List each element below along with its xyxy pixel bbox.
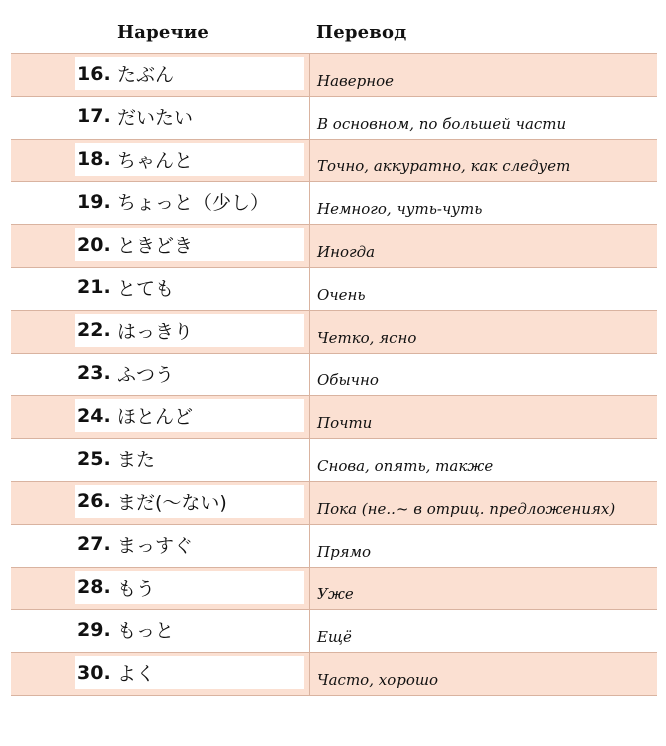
japanese-adverb: はっきり [117, 320, 194, 343]
table-row [11, 140, 657, 183]
table-row [11, 568, 657, 611]
row-number: 17. [77, 105, 111, 128]
adverb-cell [75, 442, 304, 475]
adverb-cell [75, 100, 304, 133]
row-number: 26. [77, 490, 111, 513]
column-divider [309, 525, 310, 567]
row-number: 22. [77, 319, 111, 342]
table-row [11, 439, 657, 482]
row-number: 24. [77, 404, 111, 427]
adverb-cell [75, 399, 304, 432]
vocabulary-table [11, 53, 657, 696]
russian-translation: Ещё [317, 628, 352, 647]
table-row [11, 268, 657, 311]
adverb-cell [75, 185, 304, 218]
russian-translation: Часто, хорошо [317, 670, 439, 689]
table-row [11, 182, 657, 225]
adverb-cell [75, 143, 304, 176]
russian-translation: Почти [317, 414, 373, 433]
row-number: 30. [77, 661, 111, 684]
table-row [11, 525, 657, 568]
column-divider [309, 568, 310, 610]
column-divider [309, 54, 310, 96]
column-divider [309, 439, 310, 481]
table-row [11, 225, 657, 268]
adverb-cell [75, 613, 304, 646]
japanese-adverb: だいたい [117, 106, 194, 129]
column-divider [309, 396, 310, 438]
adverb-cell [75, 485, 304, 518]
japanese-adverb: ちょっと（少し） [117, 192, 270, 215]
japanese-adverb: また [117, 449, 156, 472]
japanese-adverb: もっと [117, 620, 175, 643]
russian-translation: Очень [317, 285, 366, 304]
russian-translation: Прямо [317, 542, 372, 561]
adverb-cell [75, 228, 304, 261]
column-divider [309, 311, 310, 353]
japanese-adverb: ふつう [117, 363, 175, 386]
table-row [11, 97, 657, 140]
table-row [11, 354, 657, 397]
column-divider [309, 97, 310, 139]
russian-translation: В основном, по большей части [317, 114, 567, 133]
adverb-cell [75, 357, 304, 390]
row-number: 23. [77, 362, 111, 385]
russian-translation: Обычно [317, 371, 379, 390]
header-adverb: Наречие [117, 22, 210, 43]
row-number: 16. [77, 62, 111, 85]
row-number: 29. [77, 618, 111, 641]
column-divider [309, 225, 310, 267]
row-number: 19. [77, 190, 111, 213]
russian-translation: Четко, ясно [317, 328, 417, 347]
adverb-cell [75, 656, 304, 689]
header-translation: Перевод [316, 22, 407, 43]
table-row [11, 482, 657, 525]
japanese-adverb: まっすぐ [117, 534, 194, 557]
column-divider [309, 653, 310, 695]
japanese-adverb: もう [117, 577, 156, 600]
adverb-cell [75, 57, 304, 90]
adverb-cell [75, 271, 304, 304]
japanese-adverb: とても [117, 277, 175, 300]
row-number: 28. [77, 576, 111, 599]
adverb-cell [75, 314, 304, 347]
row-number: 18. [77, 148, 111, 171]
japanese-adverb: ときどき [117, 235, 194, 258]
japanese-adverb: まだ(～ない) [117, 491, 227, 514]
adverb-cell [75, 528, 304, 561]
japanese-adverb: たぶん [117, 64, 175, 86]
column-divider [309, 182, 310, 224]
table-row [11, 311, 657, 354]
russian-translation: Пока (не..~ в отриц. предложениях) [317, 499, 616, 518]
table-row [11, 653, 657, 696]
row-number: 21. [77, 276, 111, 299]
russian-translation: Наверное [317, 71, 395, 90]
row-number: 27. [77, 533, 111, 556]
table-row [11, 396, 657, 439]
adverb-cell [75, 571, 304, 604]
column-divider [309, 140, 310, 182]
japanese-adverb: ほとんど [117, 406, 194, 429]
russian-translation: Точно, аккуратно, как следует [317, 157, 571, 176]
russian-translation: Иногда [317, 242, 376, 261]
table-row [11, 610, 657, 653]
japanese-adverb: よく [117, 663, 156, 686]
table-row [11, 54, 657, 97]
russian-translation: Снова, опять, также [317, 456, 494, 475]
row-number: 20. [77, 233, 111, 256]
russian-translation: Немного, чуть-чуть [317, 200, 483, 219]
column-divider [309, 610, 310, 652]
row-number: 25. [77, 447, 111, 470]
russian-translation: Уже [317, 585, 354, 604]
japanese-adverb: ちゃんと [117, 149, 194, 172]
column-divider [309, 482, 310, 524]
column-divider [309, 354, 310, 396]
column-divider [309, 268, 310, 310]
